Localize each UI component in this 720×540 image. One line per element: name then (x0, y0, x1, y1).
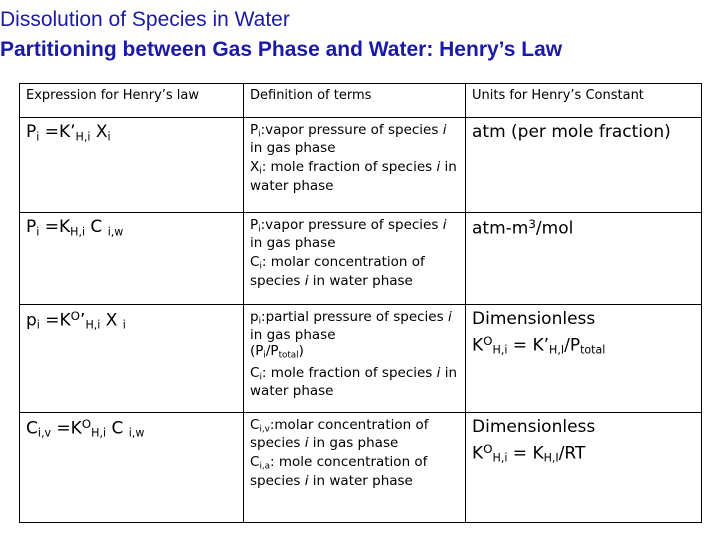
units-cell: atm-$m^3$/mol (466, 213, 702, 305)
definition-cell: $C_{i,v}:molar$ concentration of species i in gas phase $C_{i,a}$: mole concentration of species i in water phase (244, 413, 466, 523)
units-cell: Dimensionless $K^O_{H,i}$ = $K’_{H,I}/P_{total}$ (466, 305, 702, 413)
expression-cell: $P_i =K_{H,i}$ C $_{i,w}$ (20, 213, 244, 305)
definition-cell: $P_i:vapor$ pressure of species i in gas phase $C_i$: molar concentration of species i in water phase (244, 213, 466, 305)
slide-title: Dissolution of Species in Water (0, 8, 290, 31)
header-expression: Expression for Henry’s law (20, 84, 244, 118)
units-cell: atm (per mole fraction) (466, 118, 702, 213)
table-row (20, 118, 702, 213)
slide-subtitle: Partitioning between Gas Phase and Water: Henry’s Law (0, 38, 563, 61)
table-row (20, 305, 702, 413)
header-definition: Definition of terms (244, 84, 466, 118)
units-cell: Dimensionless $K^O_{H,i} = K_{H,I}/RT$ (466, 413, 702, 523)
definition-cell: $p_i:partial$ pressure of species i in gas phase $(P_i/P_{total})$ $C_i$: mole fraction of species i in water phase (244, 305, 466, 413)
header-units: Units for Henry’s Constant (466, 84, 702, 118)
expression-cell: $C_{i,v} =K^O_{H,i}$ C $_{i,w}$ (20, 413, 244, 523)
definition-cell: $P_i:vapor$ pressure of species i in gas phase $X_i$: mole fraction of species i in water phase (244, 118, 466, 213)
table-row (20, 413, 702, 523)
expression-cell: $P_i$ $=K’_{H,i}$ $X_i$ (20, 118, 244, 213)
header-row (20, 84, 702, 118)
table-row (20, 213, 702, 305)
expression-cell: $p_i$ $=K^O’_{H,i}$ X $_i$ (20, 305, 244, 413)
henrys-law-table (19, 83, 702, 523)
